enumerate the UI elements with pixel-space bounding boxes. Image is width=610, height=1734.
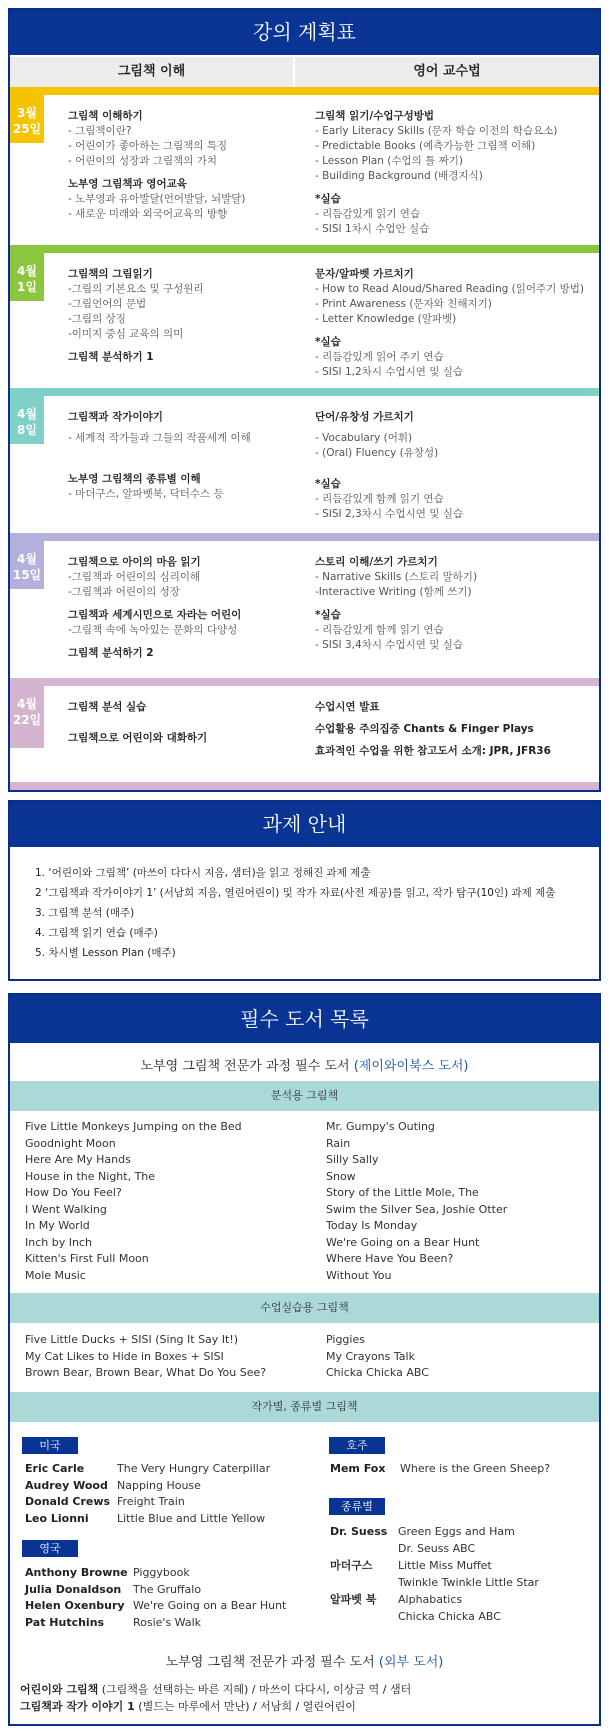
topic-item: - 어린이의 성장과 그림책의 가치: [68, 155, 217, 167]
week-left-column: [68, 267, 308, 365]
type-name: 알파벳 북: [330, 1593, 377, 1606]
topic-title: 스토리 이해/쓰기 가르치기: [315, 556, 438, 568]
topic-item: - SISI 2,3차시 수업시연 및 실습: [315, 508, 463, 520]
analysis-list-right: [326, 1119, 507, 1284]
external-subtitle: [10, 1651, 599, 1670]
book-title: In My World: [25, 1219, 90, 1232]
book-title: Rain: [326, 1136, 351, 1150]
author-row: [25, 1478, 201, 1495]
type-row: [330, 1524, 515, 1557]
author-work: Rosie's Walk: [133, 1615, 202, 1629]
author-name: Mem Fox: [330, 1462, 386, 1475]
practice-list-right: [326, 1332, 429, 1382]
week-separator: [10, 533, 599, 541]
week-left-column: [68, 410, 308, 502]
topic-item: - 리듬감있게 읽기 연습: [315, 208, 421, 220]
week-date-badge: [10, 686, 44, 748]
week-date-month: 4월: [17, 697, 37, 711]
type-row: [330, 1592, 501, 1625]
topic-item: - 리듬감있게 읽어 주기 연습: [315, 351, 444, 363]
books-panel: [8, 993, 601, 1726]
topic-title: 그림책과 작가이야기: [68, 411, 163, 423]
book-title: Inch by Inch: [25, 1235, 92, 1249]
external-book-title: 그림책과 작가 이야기 1: [20, 1700, 135, 1713]
topic-title: 그림책과 세계시민으로 자라는 어린이: [68, 609, 242, 621]
assignment-item: 2 ‘그림책과 작가이야기 1’ (서남희 지음, 열린어린이) 및 작가 자료(사전 제공)를 읽고, 작가 탐구(10인) 과제 제출: [35, 887, 556, 899]
author-work: Piggybook: [133, 1566, 190, 1579]
topic-item: - 새로운 미래와 외국어교육의 방향: [68, 208, 228, 220]
book-title: Kitten's First Full Moon: [25, 1252, 149, 1265]
type-work: Alphabatics: [398, 1593, 463, 1606]
book-title: We're Going on a Bear Hunt: [326, 1235, 480, 1249]
external-book: [20, 1682, 411, 1698]
topic-item: - Print Awareness (문자와 친해지기): [315, 298, 492, 310]
author-row: [25, 1511, 265, 1528]
author-name: Helen Oxenbury: [25, 1599, 125, 1612]
week-date-day: 1일: [17, 280, 37, 294]
week-left-column: [68, 700, 308, 746]
week-date-day: 25일: [12, 122, 42, 136]
author-row: [25, 1615, 201, 1632]
week-date-badge: [10, 95, 44, 143]
topic-title: *실습: [315, 336, 341, 348]
topic-title: 그림책으로 아이의 마음 읽기: [68, 556, 201, 568]
topic-item: -그림언어의 문법: [68, 298, 147, 310]
topic-title: 그림책 읽기/수업구성방법: [315, 110, 435, 122]
band-analysis: 분석용 그림책: [10, 1081, 599, 1111]
week-date-day: 15일: [12, 568, 42, 582]
column-header-picturebook: 그림책 이해: [10, 57, 294, 87]
jybooks-subtitle: [10, 1055, 599, 1074]
topic-title: 단어/유창성 가르치기: [315, 411, 414, 423]
book-title: Brown Bear, Brown Bear, What Do You See?: [25, 1366, 267, 1379]
book-title: Five Little Ducks + SISI (Sing It Say It!): [25, 1333, 239, 1346]
topic-title: 그림책 이해하기: [68, 110, 143, 122]
book-title: Mole Music: [25, 1268, 86, 1282]
author-row: [25, 1582, 201, 1599]
author-name: Donald Crews: [25, 1495, 111, 1508]
australia-tag: 호주: [329, 1437, 385, 1454]
type-works: [398, 1524, 515, 1557]
topic-item: -이미지 중심 교육의 의미: [68, 328, 184, 340]
assignment-item: 4. 그림책 읽기 연습 (매주): [35, 927, 158, 939]
author-row: [25, 1565, 190, 1582]
author-work: We're Going on a Bear Hunt: [133, 1599, 287, 1612]
type-row: [330, 1558, 539, 1591]
band-authors: 작가별, 종류별 그림책: [10, 1392, 599, 1422]
topic-item: - How to Read Aloud/Shared Reading (읽어주기 방법): [315, 283, 585, 295]
topic-title: 노부영 그림책과 영어교육: [68, 178, 187, 190]
external-book: [20, 1699, 356, 1715]
week-date-badge: [10, 541, 44, 589]
topic-title: *실습: [315, 609, 341, 621]
schedule-panel: [8, 8, 601, 792]
week-date-month: 4월: [17, 552, 37, 566]
author-name: Anthony Browne: [25, 1566, 128, 1579]
topic-item: - Narrative Skills (스토리 말하기): [315, 571, 478, 583]
type-works: [398, 1558, 539, 1591]
book-title: Where Have You Been?: [326, 1252, 454, 1265]
topic-title: 그림책의 그림읽기: [68, 268, 153, 280]
subtitle-highlight: (외부 도서): [378, 1655, 444, 1670]
type-works: [398, 1592, 501, 1625]
topic-title: 문자/알파벳 가르치기: [315, 268, 414, 280]
book-title: My Crayons Talk: [326, 1349, 415, 1363]
topic-item: - 세계적 작가들과 그들의 작품세계 이해: [68, 432, 251, 444]
author-row: [330, 1461, 550, 1478]
book-title: Story of the Little Mole, The: [326, 1186, 479, 1199]
schedule-title: 강의 계획표: [10, 10, 599, 55]
topic-title: 수업활용 주의집중 Chants & Finger Plays: [315, 723, 534, 735]
band-practice: 수업실습용 그림책: [10, 1293, 599, 1323]
topic-item: -그림책과 어린이의 성장: [68, 586, 180, 598]
week-right-column: [315, 700, 600, 759]
author-row: [25, 1598, 286, 1615]
topic-item: - 마더구스, 알파벳북, 닥터수스 등: [68, 488, 224, 500]
book-title: My Cat Likes to Hide in Boxes + SISI: [25, 1349, 224, 1363]
type-work: Green Eggs and Ham: [398, 1525, 515, 1538]
author-row: [25, 1494, 185, 1511]
column-header-english-teaching: 영어 교수법: [295, 57, 599, 87]
book-title: Here Are My Hands: [25, 1153, 131, 1166]
week-date-month: 4월: [17, 264, 37, 278]
book-title: Goodnight Moon: [25, 1136, 116, 1150]
topic-item: - 그림책이란?: [68, 125, 132, 137]
author-work: Freight Train: [117, 1495, 185, 1508]
topic-item: - Vocabulary (어휘): [315, 432, 413, 444]
book-title: Chicka Chicka ABC: [326, 1366, 429, 1379]
topic-title: 그림책 분석하기 1: [68, 351, 154, 363]
topic-item: -그림책과 어린이의 심리이해: [68, 571, 201, 583]
external-book-info: (그림책을 선택하는 바른 지혜) / 마쓰이 다다시, 이상금 역 / 샘터: [98, 1683, 412, 1696]
type-work: Chicka Chicka ABC: [398, 1609, 501, 1623]
usa-tag: 미국: [22, 1437, 78, 1454]
type-tag: 종류별: [329, 1498, 385, 1515]
topic-title: *실습: [315, 478, 341, 490]
assignment-list: [35, 863, 595, 963]
type-work: Little Miss Muffet: [398, 1559, 492, 1572]
week-right-column: [315, 267, 600, 380]
book-title: Mr. Gumpy's Outing: [326, 1120, 435, 1133]
week-separator: [10, 87, 599, 95]
author-work: Where is the Green Sheep?: [400, 1462, 551, 1475]
type-name: Dr. Suess: [330, 1525, 388, 1538]
week-date-badge: [10, 253, 44, 301]
topic-item: - Lesson Plan (수업의 틀 짜기): [315, 155, 464, 167]
week-right-column: [315, 109, 600, 237]
author-work: The Very Hungry Caterpillar: [117, 1462, 271, 1475]
topic-title: 그림책 분석 실습: [68, 701, 147, 713]
book-title: Swim the Silver Sea, Joshie Otter: [326, 1202, 508, 1216]
week-separator: [10, 245, 599, 253]
author-name: Audrey Wood: [25, 1478, 108, 1492]
topic-title: 그림책 분석하기 2: [68, 647, 154, 659]
week-separator: [10, 388, 599, 396]
book-title: Without You: [326, 1268, 392, 1282]
external-book-title: 어린이와 그림책: [20, 1683, 99, 1696]
topic-title: *실습: [315, 193, 341, 205]
assignment-item: 5. 차시별 Lesson Plan (매주): [35, 947, 176, 959]
author-name: Julia Donaldson: [25, 1582, 122, 1596]
book-title: House in the Night, The: [25, 1169, 156, 1183]
book-title: Snow: [326, 1169, 356, 1183]
subtitle-main: 노부영 그림책 전문가 과정 필수 도서: [165, 1655, 375, 1670]
week-date-day: 22일: [12, 713, 42, 727]
book-title: Silly Sally: [326, 1153, 379, 1166]
week-right-column: [315, 410, 600, 522]
book-title: I Went Walking: [25, 1202, 107, 1216]
week-left-column: [68, 555, 308, 661]
topic-item: - 리듬감있게 함께 읽기 연습: [315, 493, 444, 505]
book-title: How Do You Feel?: [25, 1186, 122, 1199]
topic-item: - Early Literacy Skills (문자 학습 이전의 학습요소): [315, 125, 558, 137]
subtitle-highlight: (제이와이북스 도서): [353, 1059, 469, 1074]
topic-item: - (Oral) Fluency (유창성): [315, 447, 439, 459]
type-work: Twinkle Twinkle Little Star: [398, 1575, 539, 1589]
week-date-month: 4월: [17, 407, 37, 421]
topic-item: - SISI 1차시 수업안 실습: [315, 223, 430, 235]
assignment-item: 1. ‘어린이와 그림책’ (마쓰이 다다시 지음, 샘터)을 읽고 정해진 과제 제출: [35, 867, 371, 879]
assignment-panel: [8, 800, 601, 981]
author-work: Little Blue and Little Yellow: [117, 1511, 266, 1525]
week-date-month: 3월: [17, 106, 37, 120]
book-title: Today Is Monday: [326, 1219, 418, 1232]
topic-item: -그림의 상징: [68, 313, 126, 325]
books-title: 필수 도서 목록: [10, 995, 599, 1043]
uk-tag: 영국: [22, 1540, 78, 1557]
book-title: Piggies: [326, 1333, 365, 1346]
topic-title: 노부영 그림책의 종류별 이해: [68, 473, 201, 485]
author-row: [25, 1461, 270, 1478]
week-date-day: 8일: [17, 423, 37, 437]
topic-item: - 노부영과 유아발달(언어발달, 뇌발달): [68, 193, 246, 205]
topic-item: - SISI 3,4차시 수업시연 및 실습: [315, 639, 463, 651]
topic-item: - Predictable Books (예측가능한 그림책 이해): [315, 140, 536, 152]
topic-item: -그림책 속에 녹아있는 문화의 다양성: [68, 624, 238, 636]
practice-list-left: [25, 1332, 266, 1382]
topic-item: -그림의 기본요소 및 구성원리: [68, 283, 204, 295]
topic-item: -Interactive Writing (함께 쓰기): [315, 586, 472, 598]
week-separator: [10, 678, 599, 686]
author-name: Eric Carle: [25, 1462, 85, 1475]
topic-title: 그림책으로 어린이와 대화하기: [68, 732, 208, 744]
type-work: Dr. Seuss ABC: [398, 1541, 476, 1555]
external-book-info: (별드는 마루에서 만난) / 서남희 / 열린어린이: [134, 1700, 356, 1713]
topic-item: - 리듬감있게 함께 읽기 연습: [315, 624, 444, 636]
author-work: The Gruffalo: [133, 1582, 202, 1596]
analysis-list-left: [25, 1119, 242, 1284]
topic-item: - SISI 1,2차시 수업시연 및 실습: [315, 366, 463, 378]
assignment-title: 과제 안내: [10, 802, 599, 847]
subtitle-main: 노부영 그림책 전문가 과정 필수 도서: [140, 1059, 350, 1074]
topic-item: - 어린이가 좋아하는 그림책의 특징: [68, 140, 228, 152]
week-left-column: [68, 109, 308, 222]
assignment-item: 3. 그림책 분석 (매주): [35, 907, 135, 919]
topic-title: 수업시연 발표: [315, 701, 380, 713]
author-name: Leo Lionni: [25, 1511, 89, 1525]
week-date-badge: [10, 396, 44, 444]
week-right-column: [315, 555, 600, 653]
topic-item: - Letter Knowledge (알파벳): [315, 313, 457, 325]
topic-item: - Building Background (배경지식): [315, 170, 483, 182]
author-work: Napping House: [117, 1478, 201, 1492]
topic-title: 효과적인 수업을 위한 참고도서 소개: JPR, JFR36: [315, 745, 551, 757]
book-title: Five Little Monkeys Jumping on the Bed: [25, 1120, 242, 1133]
section-separator: [10, 782, 599, 790]
author-name: Pat Hutchins: [25, 1615, 105, 1629]
type-name: 마더구스: [330, 1559, 373, 1572]
